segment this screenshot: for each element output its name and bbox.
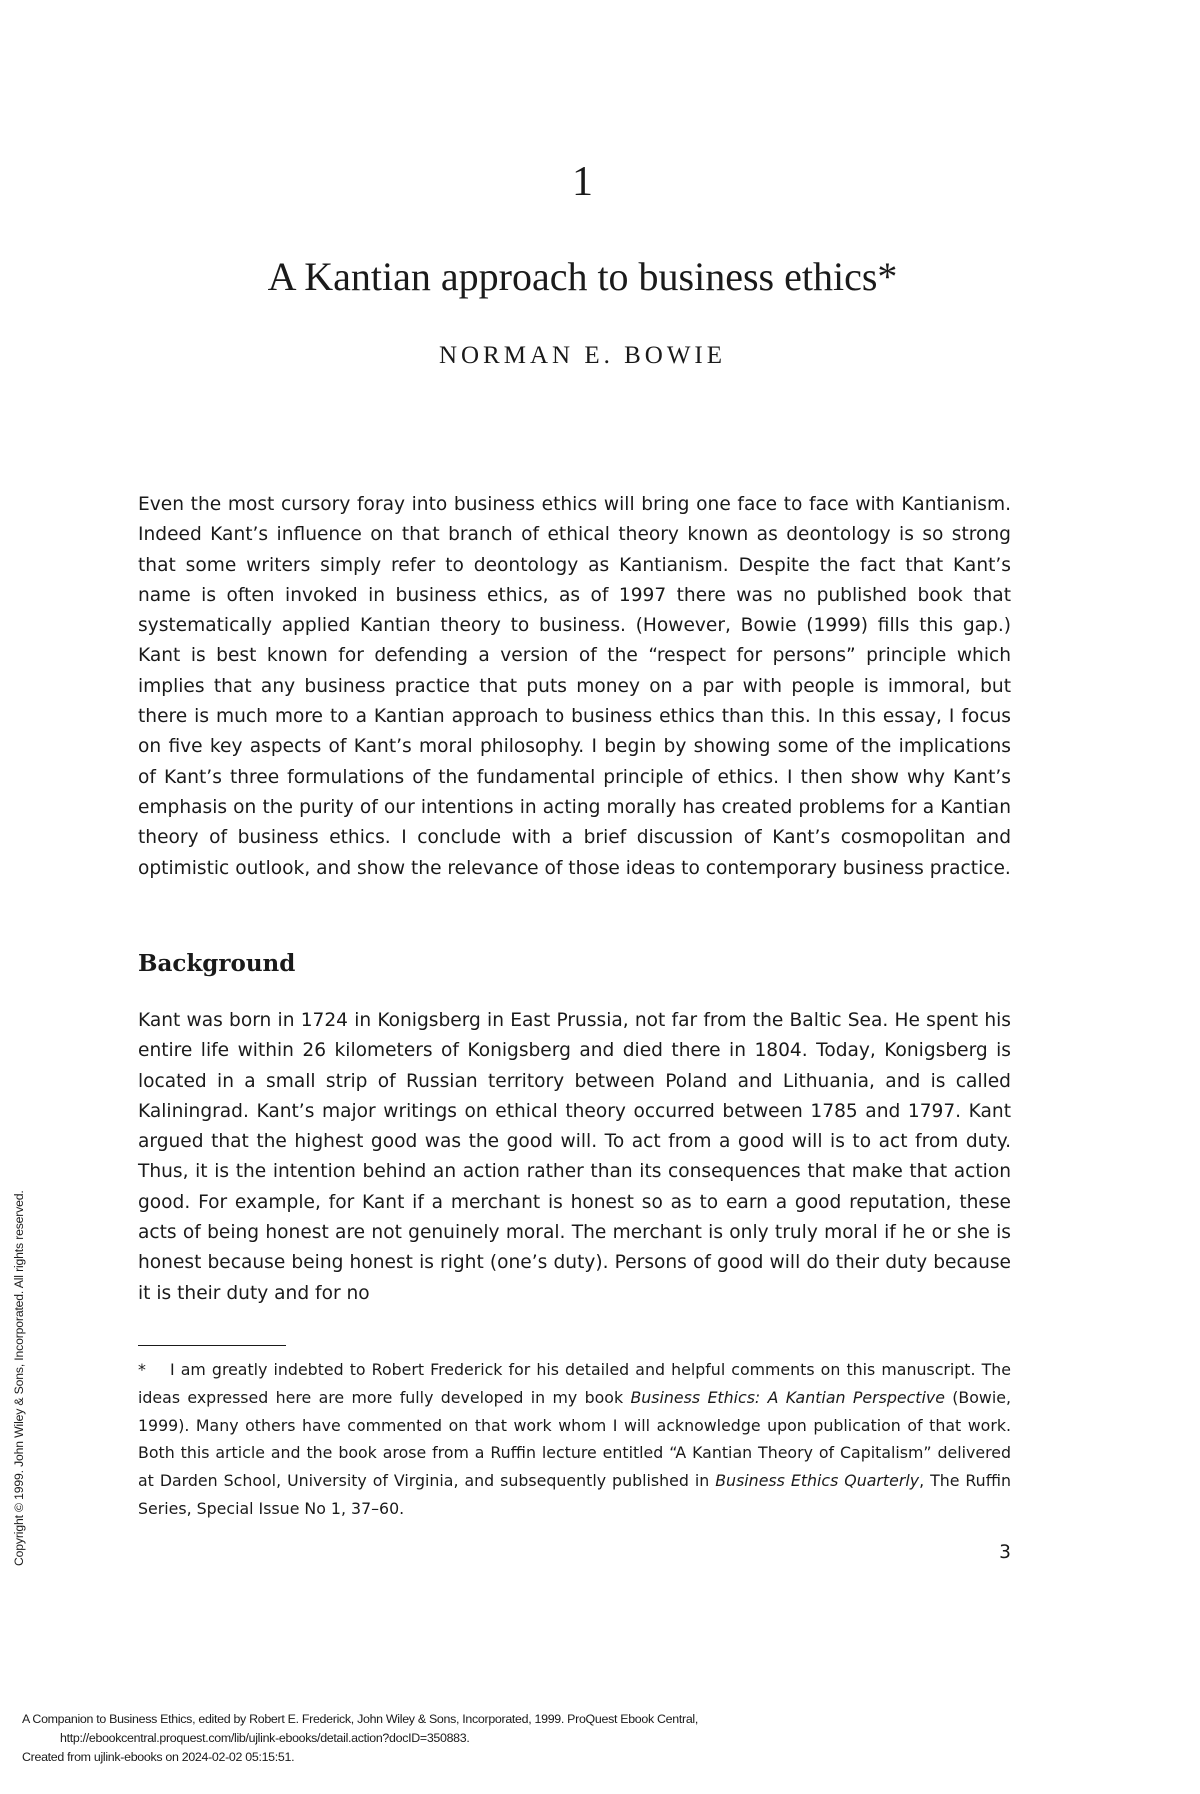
citation-line-1: A Companion to Business Ethics, edited by Robert E. Frederick, John Wiley & Sons, Incorporated, 1999. ProQuest Ebook Central, bbox=[22, 1712, 699, 1726]
footnote-text-part2: (Bowie, 1999). Many others have commented on that work whom I will acknowledge upon publication of that work. Both this article and the book arose from a Ruffin lecture entitled “A Kantian Theory of Capitalism” delivered at Darden School, University of Virginia, and subsequently published in bbox=[138, 1387, 1011, 1491]
chapter-author: NORMAN E. BOWIE bbox=[438, 342, 727, 369]
chapter-title: A Kantian approach to business ethics* bbox=[267, 254, 898, 299]
intro-paragraph: Even the most cursory foray into business ethics will bring one face to face with Kantianism. Indeed Kant’s influence on that branch of ethical theory known as deontology is so strong that some writers simply refer to deontology as Kantianism. Despite the fact that Kant’s name is often invoked in business ethics, as of 1997 there was no published book that systematically applied Kantian theory to business. (However, Bowie (1999) fills this gap.) Kant is best known for defending a version of the “respect for persons” principle which implies that any business practice that puts money on a par with people is immoral, but there is much more to a Kantian approach to business ethics than this. In this essay, I focus on five key aspects of Kant’s moral philosophy. I begin by showing some of the implications of Kant’s three formulations of the fundamental principle of ethics. I then show why Kant’s emphasis on the purity of our intentions in acting morally has created problems for a Kantian theory of business ethics. I conclude with a brief discussion of Kant’s cosmopolitan and optimistic outlook, and show the relevance of those ideas to contemporary business practice. bbox=[138, 494, 1011, 879]
citation-url[interactable]: http://ebookcentral.proquest.com/lib/ujlink-ebooks/detail.action?docID=350883. bbox=[60, 1731, 470, 1745]
page-number: 3 bbox=[999, 1542, 1011, 1563]
footnote-marker: * bbox=[138, 1360, 146, 1379]
background-section bbox=[138, 1006, 1011, 1309]
section-heading-background: Background bbox=[138, 950, 296, 977]
chapter-number: 1 bbox=[572, 159, 593, 205]
footnote-text-part1: I am greatly indebted to Robert Frederick for his detailed and helpful comments on this manuscript. The ideas expressed here are more fully developed in my book bbox=[138, 1360, 1011, 1407]
footnote-book-title: Business Ethics: A Kantian Perspective bbox=[630, 1387, 945, 1407]
background-paragraph: Kant was born in 1724 in Konigsberg in East Prussia, not far from the Baltic Sea. He spent his entire life within 26 kilometers of Konigsberg and died there in 1804. Today, Konigsberg is located in a small strip of Russian territory between Poland and Lithuania, and is called Kaliningrad. Kant’s major writings on ethical theory occurred between 1785 and 1797. Kant argued that the highest good was the good will. To act from a good will is to act from duty. Thus, it is the intention behind an action rather than its consequences that make that action good. For example, for Kant if a merchant is honest so as to earn a good reputation, these acts of being honest are not genuinely moral. The merchant is only truly moral if he or she is honest because being honest is right (one’s duty). Persons of good will do their duty because it is their duty and for no bbox=[138, 1010, 1011, 1304]
footnote-journal-title: Business Ethics Quarterly bbox=[715, 1471, 920, 1491]
footnote bbox=[138, 1356, 1011, 1523]
intro-section bbox=[138, 490, 1011, 884]
copyright-notice: Copyright © 1999. John Wiley & Sons, Incorporated. All rights reserved. bbox=[12, 1190, 26, 1566]
footnote-divider bbox=[138, 1345, 286, 1346]
footnote-text-part3: , The Ruffin Series, Special Issue No 1, 37–60. bbox=[138, 1471, 1011, 1518]
citation-created: Created from ujlink-ebooks on 2024-02-02 05:15:51. bbox=[22, 1750, 295, 1764]
